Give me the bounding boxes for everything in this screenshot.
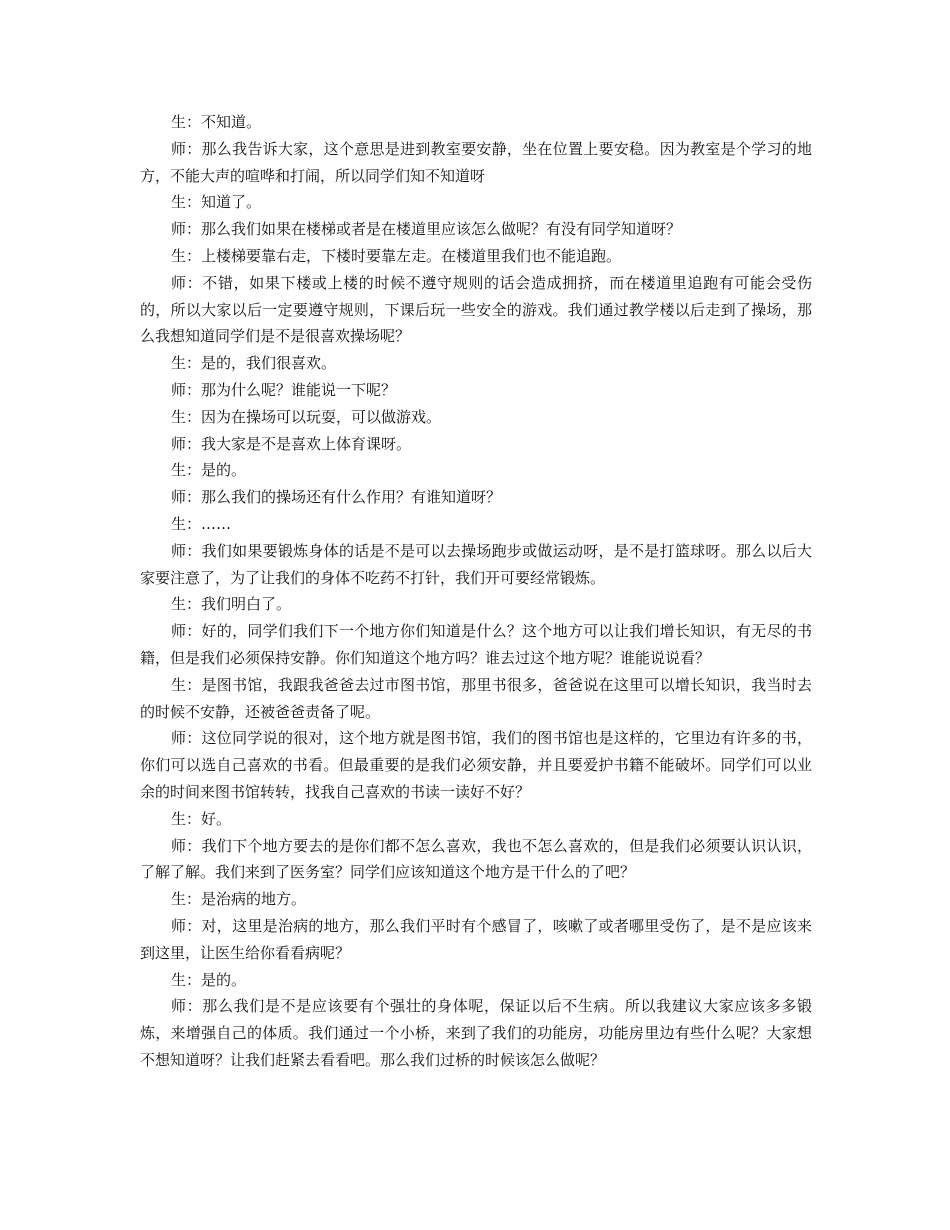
dialogue-line: 师：那为什么呢？谁能说一下呢？ [171, 380, 397, 399]
dialogue-line: 师：好的，同学们我们下一个地方你们知道是什么？这个地方可以让我们增长知识，有无尽的书籍，但是我们必须保持安静。你们知道这个地方吗？谁去过这个地方呢？谁能说说看？ [140, 622, 812, 667]
dialogue-line: 生：是的，我们很喜欢。 [171, 354, 337, 373]
dialogue-line: 师：那么我们如果在楼梯或者是在楼道里应该怎么做呢？有没有同学知道呀？ [171, 220, 682, 239]
dialogue-line: 师：我们如果要锻炼身体的话是不是可以去操场跑步或做运动呀，是不是打篮球呀。那么以后大家要注意了，为了让我们的身体不吃药不打针，我们开可要经常锻炼。 [140, 541, 812, 587]
dialogue-line: 师：那么我告诉大家，这个意思是进到教室要安静，坐在位置上要安稳。因为教室是个学习的地方，不能大声的喧哗和打闹，所以同学们知不知道呀 [140, 139, 812, 185]
dialogue-line: 师：那么我们是不是应该要有个强壮的身体呢，保证以后不生病。所以我建议大家应该多多锻炼，来增强自己的体质。我们通过一个小桥，来到了我们的功能房，功能房里边有些什么呢？大家想不想知道呀？让我们赶紧去看看吧。那么我们过桥的时候该怎么做呢？ [140, 997, 812, 1069]
dialogue-line: 生：…… [171, 514, 232, 533]
dialogue-line: 生：是的。 [171, 970, 247, 989]
dialogue-line: 生：知道了。 [171, 193, 262, 212]
dialogue-line: 生：因为在操场可以玩耍，可以做游戏。 [171, 407, 442, 426]
dialogue-line: 师：这位同学说的很对，这个地方就是图书馆，我们的图书馆也是这样的，它里边有许多的书，你们可以选自己喜欢的书看。但最重要的是我们必须安静，并且要爱护书籍不能破坏。同学们可以业余的时间来图书馆转转，找我自己喜欢的书读一读好不好？ [140, 729, 812, 801]
dialogue-line: 师：那么我们的操场还有什么作用？有谁知道呀？ [171, 488, 502, 507]
dialogue-line: 师：对，这里是治病的地方，那么我们平时有个感冒了，咳嗽了或者哪里受伤了，是不是应该来到这里，让医生给你看看病呢？ [140, 916, 812, 962]
dialogue-line: 生：好。 [171, 809, 232, 828]
dialogue-line: 师：我大家是不是喜欢上体育课呀。 [171, 434, 412, 453]
dialogue-line: 师：不错，如果下楼或上楼的时候不遵守规则的话会造成拥挤，而在楼道里追跑有可能会受伤的，所以大家以后一定要遵守规则，下课后玩一些安全的游戏。我们通过教学楼以后走到了操场，那么我想知道同学们是不是很喜欢操场呢？ [140, 273, 812, 346]
dialogue-line: 生：是图书馆，我跟我爸爸去过市图书馆，那里书很多，爸爸说在这里可以增长知识，我当时去的时候不安静，还被爸爸责备了呢。 [140, 675, 812, 721]
dialogue-line: 生：是治病的地方。 [171, 890, 307, 909]
dialogue-line: 生：上楼梯要靠右走，下楼时要靠左走。在楼道里我们也不能追跑。 [171, 246, 622, 265]
dialogue-line: 师：我们下个地方要去的是你们都不怎么喜欢，我也不怎么喜欢的，但是我们必须要认识认识，了解了解。我们来到了医务室？同学们应该知道这个地方是干什么的了吧？ [140, 836, 812, 882]
dialogue-line: 生：我们明白了。 [171, 595, 292, 614]
dialogue-line: 生：不知道。 [171, 113, 262, 131]
dialogue-line: 生：是的。 [171, 461, 247, 480]
document-page [140, 109, 812, 1074]
